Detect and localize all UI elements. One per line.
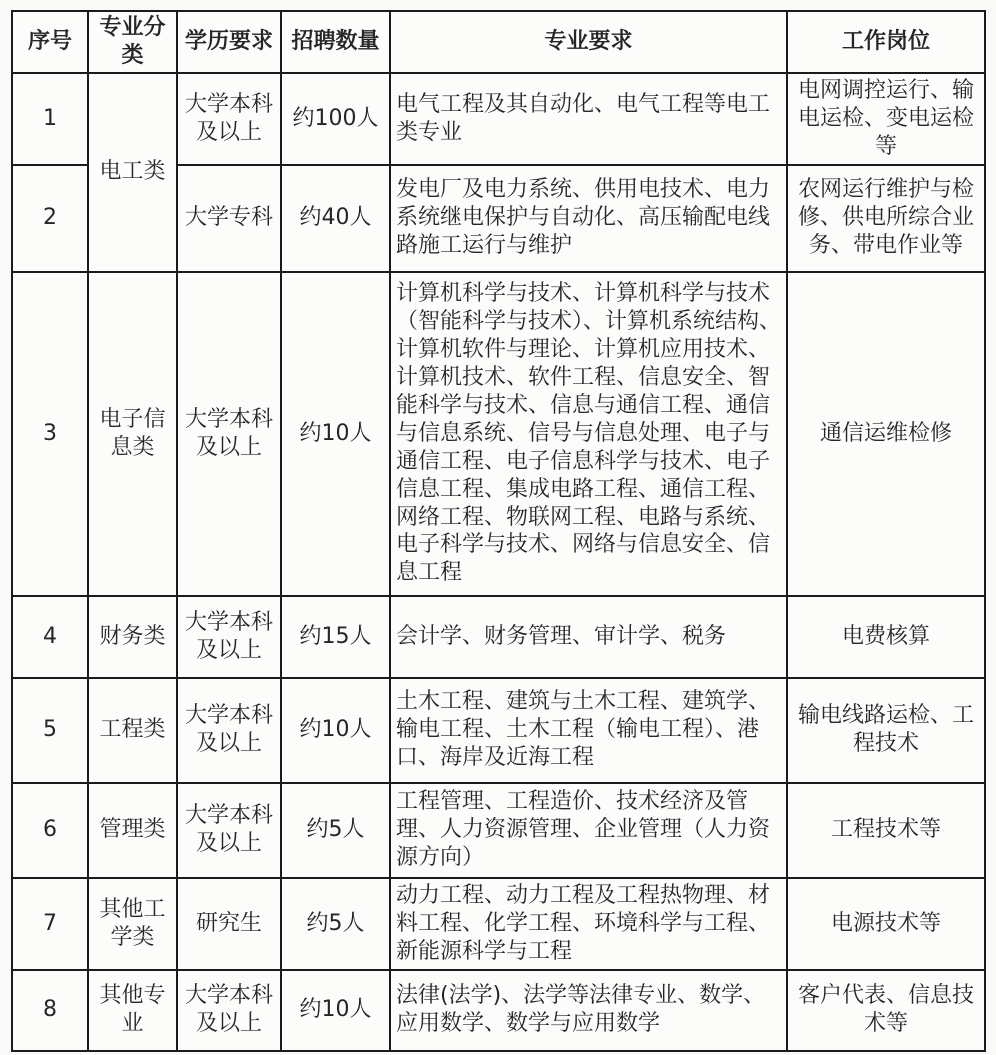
header-majors: 专业要求 bbox=[390, 11, 787, 73]
cell-education: 大学本科及以上 bbox=[177, 73, 281, 165]
cell-serial: 2 bbox=[12, 165, 88, 272]
cell-position: 电源技术等 bbox=[787, 878, 985, 970]
cell-serial: 6 bbox=[12, 783, 88, 878]
cell-position: 电网调控运行、输电运检、变电运检等 bbox=[787, 73, 985, 165]
table-row bbox=[12, 678, 985, 783]
cell-position: 农网运行维护与检修、供电所综合业务、带电作业等 bbox=[787, 165, 985, 272]
cell-majors: 发电厂及电力系统、供用电技术、电力系统继电保护与自动化、高压输配电线路施工运行与维护 bbox=[390, 165, 787, 272]
cell-category: 其他工学类 bbox=[88, 878, 177, 970]
cell-majors: 电气工程及其自动化、电气工程等电工类专业 bbox=[390, 73, 787, 165]
cell-serial: 5 bbox=[12, 678, 88, 783]
cell-serial: 4 bbox=[12, 596, 88, 678]
cell-category: 电子信息类 bbox=[88, 272, 177, 596]
cell-position: 客户代表、信息技术等 bbox=[787, 970, 985, 1051]
table-row bbox=[12, 783, 985, 878]
cell-majors: 会计学、财务管理、审计学、税务 bbox=[390, 596, 787, 678]
header-education: 学历要求 bbox=[177, 11, 281, 73]
cell-category: 其他专业 bbox=[88, 970, 177, 1051]
recruitment-table bbox=[11, 10, 986, 1052]
header-count: 招聘数量 bbox=[281, 11, 390, 73]
table-row bbox=[12, 272, 985, 596]
cell-education: 大学本科及以上 bbox=[177, 970, 281, 1051]
cell-count: 约10人 bbox=[281, 272, 390, 596]
table-row bbox=[12, 878, 985, 970]
cell-category: 财务类 bbox=[88, 596, 177, 678]
cell-education: 大学本科及以上 bbox=[177, 272, 281, 596]
cell-serial: 8 bbox=[12, 970, 88, 1051]
cell-count: 约10人 bbox=[281, 678, 390, 783]
cell-category: 管理类 bbox=[88, 783, 177, 878]
cell-count: 约40人 bbox=[281, 165, 390, 272]
cell-majors: 动力工程、动力工程及工程热物理、材料工程、化学工程、环境科学与工程、新能源科学与工程 bbox=[390, 878, 787, 970]
cell-position: 电费核算 bbox=[787, 596, 985, 678]
cell-education: 大学本科及以上 bbox=[177, 596, 281, 678]
cell-education: 大学专科 bbox=[177, 165, 281, 272]
cell-serial: 7 bbox=[12, 878, 88, 970]
cell-position: 工程技术等 bbox=[787, 783, 985, 878]
cell-count: 约15人 bbox=[281, 596, 390, 678]
cell-count: 约100人 bbox=[281, 73, 390, 165]
cell-majors: 计算机科学与技术、计算机科学与技术（智能科学与技术）、计算机系统结构、计算机软件与理论、计算机应用技术、计算机技术、软件工程、信息安全、智能科学与技术、信息与通信工程、通信与信息系统、信号与信息处理、电子与通信工程、电子信息科学与技术、电子信息工程、集成电路工程、通信工程、网络工程、物联网工程、电路与系统、电子科学与技术、网络与信息安全、信息工程 bbox=[390, 272, 787, 596]
cell-serial: 3 bbox=[12, 272, 88, 596]
cell-count: 约5人 bbox=[281, 878, 390, 970]
cell-majors: 法律(法学)、法学等法律专业、数学、应用数学、数学与应用数学 bbox=[390, 970, 787, 1051]
table-row bbox=[12, 970, 985, 1051]
cell-category: 电工类 bbox=[88, 73, 177, 272]
header-position: 工作岗位 bbox=[787, 11, 985, 73]
cell-education: 研究生 bbox=[177, 878, 281, 970]
table-row bbox=[12, 596, 985, 678]
cell-count: 约5人 bbox=[281, 783, 390, 878]
table-row bbox=[12, 73, 985, 165]
cell-position: 输电线路运检、工程技术 bbox=[787, 678, 985, 783]
cell-education: 大学本科及以上 bbox=[177, 783, 281, 878]
header-category: 专业分类 bbox=[88, 11, 177, 73]
cell-serial: 1 bbox=[12, 73, 88, 165]
cell-position: 通信运维检修 bbox=[787, 272, 985, 596]
header-serial: 序号 bbox=[12, 11, 88, 73]
cell-count: 约10人 bbox=[281, 970, 390, 1051]
cell-education: 大学本科及以上 bbox=[177, 678, 281, 783]
header-row bbox=[12, 11, 985, 73]
cell-category: 工程类 bbox=[88, 678, 177, 783]
cell-majors: 土木工程、建筑与土木工程、建筑学、输电工程、土木工程（输电工程）、港口、海岸及近海工程 bbox=[390, 678, 787, 783]
cell-majors: 工程管理、工程造价、技术经济及管理、人力资源管理、企业管理（人力资源方向） bbox=[390, 783, 787, 878]
